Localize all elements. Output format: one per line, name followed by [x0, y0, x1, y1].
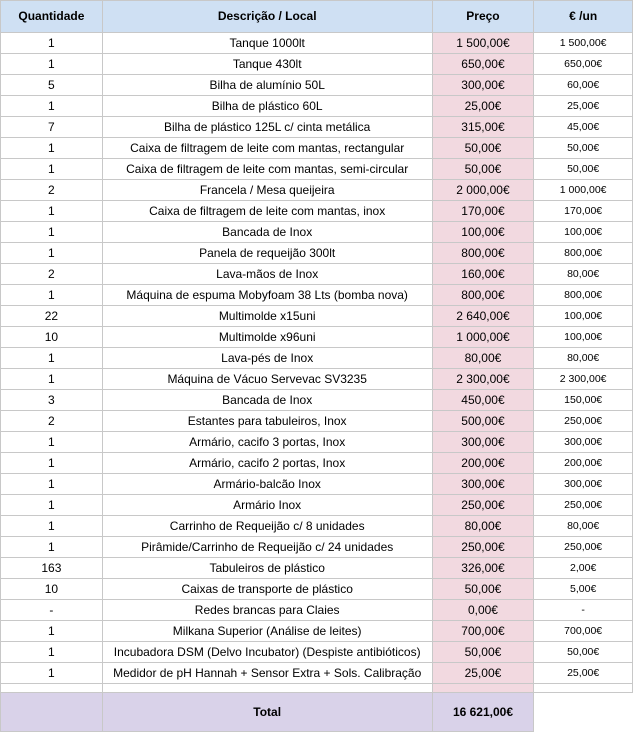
description-cell: Estantes para tabuleiros, Inox [102, 411, 432, 432]
unit-price-cell: 5,00€ [534, 579, 633, 600]
description-cell: Bancada de Inox [102, 222, 432, 243]
table-row [1, 579, 633, 600]
description-cell: Multimolde x96uni [102, 327, 432, 348]
price-cell: 2 000,00€ [432, 180, 534, 201]
description-cell: Tanque 1000lt [102, 33, 432, 54]
price-cell: 2 640,00€ [432, 306, 534, 327]
price-cell: 100,00€ [432, 222, 534, 243]
price-cell: 300,00€ [432, 432, 534, 453]
description-cell: Multimolde x15uni [102, 306, 432, 327]
header-description: Descrição / Local [102, 1, 432, 33]
quantity-cell: 1 [1, 663, 103, 684]
price-cell: 50,00€ [432, 138, 534, 159]
description-cell: Armário Inox [102, 495, 432, 516]
quantity-cell: 1 [1, 201, 103, 222]
unit-price-cell: 50,00€ [534, 138, 633, 159]
quantity-cell: 1 [1, 453, 103, 474]
quantity-cell: - [1, 600, 103, 621]
table-row [1, 495, 633, 516]
unit-price-cell: 100,00€ [534, 306, 633, 327]
description-cell: Bilha de alumínio 50L [102, 75, 432, 96]
quantity-cell: 1 [1, 33, 103, 54]
total-row [1, 693, 633, 732]
spacer-cell [102, 684, 432, 693]
price-cell: 80,00€ [432, 348, 534, 369]
description-cell: Redes brancas para Claies [102, 600, 432, 621]
price-cell: 200,00€ [432, 453, 534, 474]
unit-price-cell: 250,00€ [534, 411, 633, 432]
table-row [1, 327, 633, 348]
table-row [1, 390, 633, 411]
description-cell: Bilha de plástico 125L c/ cinta metálica [102, 117, 432, 138]
quantity-cell: 1 [1, 348, 103, 369]
unit-price-cell: 1 500,00€ [534, 33, 633, 54]
total-value: 16 621,00€ [432, 693, 534, 732]
unit-price-cell: 250,00€ [534, 495, 633, 516]
header-unit-price: € /un [534, 1, 633, 33]
price-cell: 50,00€ [432, 642, 534, 663]
table-row [1, 75, 633, 96]
table-row [1, 516, 633, 537]
table-row [1, 201, 633, 222]
unit-price-cell: 300,00€ [534, 474, 633, 495]
table-row [1, 558, 633, 579]
table-row [1, 306, 633, 327]
unit-price-cell: 100,00€ [534, 222, 633, 243]
quantity-cell: 5 [1, 75, 103, 96]
description-cell: Bilha de plástico 60L [102, 96, 432, 117]
quantity-cell: 22 [1, 306, 103, 327]
unit-price-cell: 150,00€ [534, 390, 633, 411]
header-price: Preço [432, 1, 534, 33]
table-row [1, 621, 633, 642]
quantity-cell: 1 [1, 54, 103, 75]
quantity-cell: 1 [1, 432, 103, 453]
quantity-cell: 1 [1, 495, 103, 516]
price-cell: 500,00€ [432, 411, 534, 432]
spacer-cell [534, 684, 633, 693]
unit-price-cell: 250,00€ [534, 537, 633, 558]
description-cell: Medidor de pH Hannah + Sensor Extra + Sols. Calibração [102, 663, 432, 684]
quantity-cell: 1 [1, 159, 103, 180]
price-cell: 250,00€ [432, 537, 534, 558]
table-row [1, 348, 633, 369]
unit-price-cell: 50,00€ [534, 642, 633, 663]
quantity-cell: 7 [1, 117, 103, 138]
quantity-cell: 2 [1, 180, 103, 201]
description-cell: Milkana Superior (Análise de leites) [102, 621, 432, 642]
price-cell: 1 500,00€ [432, 33, 534, 54]
quantity-cell: 1 [1, 138, 103, 159]
spacer-row [1, 684, 633, 693]
unit-price-cell: 200,00€ [534, 453, 633, 474]
description-cell: Lava-pés de Inox [102, 348, 432, 369]
description-cell: Máquina de Vácuo Servevac SV3235 [102, 369, 432, 390]
price-cell: 2 300,00€ [432, 369, 534, 390]
price-cell: 80,00€ [432, 516, 534, 537]
table-row [1, 600, 633, 621]
table-row [1, 474, 633, 495]
description-cell: Máquina de espuma Mobyfoam 38 Lts (bomba nova) [102, 285, 432, 306]
description-cell: Bancada de Inox [102, 390, 432, 411]
price-cell: 0,00€ [432, 600, 534, 621]
description-cell: Armário-balcão Inox [102, 474, 432, 495]
total-spacer-cell [1, 693, 103, 732]
unit-price-cell: 650,00€ [534, 54, 633, 75]
unit-price-cell: 170,00€ [534, 201, 633, 222]
unit-price-cell: 300,00€ [534, 432, 633, 453]
table-row [1, 411, 633, 432]
unit-price-cell: 80,00€ [534, 264, 633, 285]
description-cell: Caixa de filtragem de leite com mantas, semi-circular [102, 159, 432, 180]
unit-price-cell: 50,00€ [534, 159, 633, 180]
table-row [1, 432, 633, 453]
quantity-cell: 2 [1, 411, 103, 432]
table-row [1, 537, 633, 558]
quantity-cell: 1 [1, 621, 103, 642]
description-cell: Pirâmide/Carrinho de Requeijão c/ 24 unidades [102, 537, 432, 558]
price-cell: 160,00€ [432, 264, 534, 285]
price-cell: 800,00€ [432, 243, 534, 264]
description-cell: Incubadora DSM (Delvo Incubator) (Despiste antibióticos) [102, 642, 432, 663]
table-row [1, 285, 633, 306]
quantity-cell: 1 [1, 222, 103, 243]
price-cell: 650,00€ [432, 54, 534, 75]
price-cell: 250,00€ [432, 495, 534, 516]
description-cell: Francela / Mesa queijeira [102, 180, 432, 201]
description-cell: Caixa de filtragem de leite com mantas, rectangular [102, 138, 432, 159]
price-cell: 25,00€ [432, 96, 534, 117]
quantity-cell: 3 [1, 390, 103, 411]
price-cell: 50,00€ [432, 159, 534, 180]
table-row [1, 222, 633, 243]
price-cell: 315,00€ [432, 117, 534, 138]
table-row [1, 180, 633, 201]
price-cell: 25,00€ [432, 663, 534, 684]
price-cell: 170,00€ [432, 201, 534, 222]
price-cell: 800,00€ [432, 285, 534, 306]
price-cell: 300,00€ [432, 75, 534, 96]
table-row [1, 663, 633, 684]
total-label: Total [102, 693, 432, 732]
unit-price-cell: - [534, 600, 633, 621]
price-cell: 1 000,00€ [432, 327, 534, 348]
unit-price-cell: 2 300,00€ [534, 369, 633, 390]
header-quantity: Quantidade [1, 1, 103, 33]
table-row [1, 33, 633, 54]
spacer-cell [1, 684, 103, 693]
spacer-cell [432, 684, 534, 693]
quantity-cell: 2 [1, 264, 103, 285]
quantity-cell: 1 [1, 96, 103, 117]
description-cell: Lava-mãos de Inox [102, 264, 432, 285]
table-row [1, 453, 633, 474]
price-cell: 700,00€ [432, 621, 534, 642]
total-blank-cell [534, 693, 633, 732]
unit-price-cell: 45,00€ [534, 117, 633, 138]
table-row [1, 159, 633, 180]
quantity-cell: 1 [1, 474, 103, 495]
price-cell: 50,00€ [432, 579, 534, 600]
quantity-cell: 1 [1, 642, 103, 663]
unit-price-cell: 1 000,00€ [534, 180, 633, 201]
quantity-cell: 163 [1, 558, 103, 579]
description-cell: Armário, cacifo 2 portas, Inox [102, 453, 432, 474]
table-row [1, 642, 633, 663]
unit-price-cell: 2,00€ [534, 558, 633, 579]
table-row [1, 96, 633, 117]
quantity-cell: 1 [1, 285, 103, 306]
description-cell: Panela de requeijão 300lt [102, 243, 432, 264]
table-row [1, 243, 633, 264]
quantity-cell: 1 [1, 369, 103, 390]
description-cell: Carrinho de Requeijão c/ 8 unidades [102, 516, 432, 537]
unit-price-cell: 80,00€ [534, 516, 633, 537]
unit-price-cell: 700,00€ [534, 621, 633, 642]
description-cell: Tanque 430lt [102, 54, 432, 75]
quantity-cell: 10 [1, 327, 103, 348]
unit-price-cell: 25,00€ [534, 663, 633, 684]
price-cell: 326,00€ [432, 558, 534, 579]
unit-price-cell: 25,00€ [534, 96, 633, 117]
quantity-cell: 1 [1, 537, 103, 558]
price-cell: 300,00€ [432, 474, 534, 495]
quantity-cell: 1 [1, 243, 103, 264]
description-cell: Caixas de transporte de plástico [102, 579, 432, 600]
table-row [1, 369, 633, 390]
table-body [1, 33, 633, 684]
unit-price-cell: 100,00€ [534, 327, 633, 348]
unit-price-cell: 60,00€ [534, 75, 633, 96]
description-cell: Tabuleiros de plástico [102, 558, 432, 579]
header-row [1, 1, 633, 33]
table-row [1, 117, 633, 138]
quantity-cell: 10 [1, 579, 103, 600]
unit-price-cell: 800,00€ [534, 243, 633, 264]
description-cell: Armário, cacifo 3 portas, Inox [102, 432, 432, 453]
price-cell: 450,00€ [432, 390, 534, 411]
unit-price-cell: 80,00€ [534, 348, 633, 369]
table-row [1, 264, 633, 285]
quantity-cell: 1 [1, 516, 103, 537]
table-row [1, 138, 633, 159]
unit-price-cell: 800,00€ [534, 285, 633, 306]
description-cell: Caixa de filtragem de leite com mantas, inox [102, 201, 432, 222]
table-row [1, 54, 633, 75]
